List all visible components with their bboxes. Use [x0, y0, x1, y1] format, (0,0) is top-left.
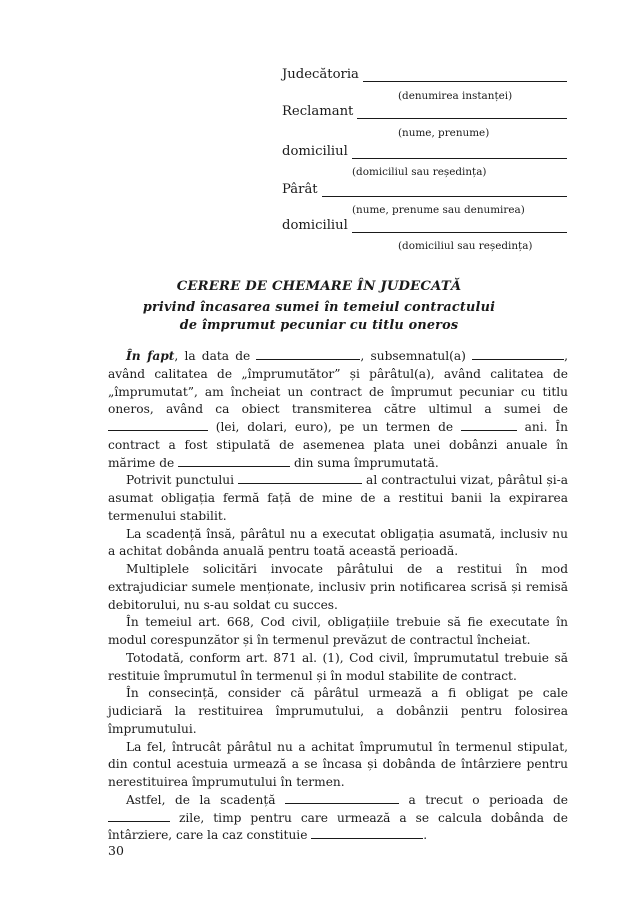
- text-run: zile, timp pentru care urmează a se calcula dobânda de întârziere, care la caz constituie: [108, 810, 568, 843]
- paragraph-late-interest: La fel, întrucât pârâtul nu a achitat împrumutul în termenul stipulat, din contul acestuia urmează a se încasa și dobânda de întârziere pentru nerestituirea împrumutului în termen.: [108, 739, 568, 789]
- court-label: Judecătoria: [282, 67, 359, 82]
- defendant-hint: (nume, prenume sau denumirea): [352, 204, 525, 216]
- document-body: [108, 348, 568, 845]
- page-number: 30: [108, 843, 124, 858]
- paragraph-requests: Multiplele solicitări invocate pârâtului de a restitui în mod extrajudiciar sumele menționate, inclusiv prin notificarea scrisă și remisă debitorului, nu s-au soldat cu succes.: [108, 562, 568, 612]
- text-run: .: [423, 828, 428, 843]
- text-run: (lei, dolari, euro), pe un termen de: [208, 420, 461, 434]
- text-run: , subsemnatul(a): [360, 349, 473, 363]
- document-title: CERERE DE CHEMARE ÎN JUDECATĂ: [176, 279, 462, 294]
- defendant-domicile-label: domiciliul: [282, 218, 348, 233]
- sum-blank[interactable]: [108, 420, 208, 431]
- defendant-line[interactable]: [322, 184, 567, 197]
- plaintiff-hint: (nume, prenume): [398, 127, 490, 139]
- plaintiff-domicile-line[interactable]: [352, 146, 567, 159]
- paragraph-art-668: În temeiul art. 668, Cod civil, obligațiile trebuie să fie executate în modul corespunzător și în termenul prevăzut de contractul încheiat.: [108, 615, 568, 647]
- plaintiff-field: [282, 104, 567, 119]
- text-run: a trecut o perioada de: [398, 792, 568, 807]
- document-subtitle-1: privind încasarea sumei în temeiul contractului: [142, 300, 496, 315]
- plaintiff-domicile-field: [282, 144, 567, 159]
- term-blank[interactable]: [461, 420, 517, 431]
- paragraph-consequence: În consecință, consider că pârâtul urmează a fi obligat pe cale judiciară la restituirea împrumutului, a dobânzii pentru folosirea împrumutului.: [108, 686, 568, 736]
- late-interest-amount-blank[interactable]: [311, 828, 423, 839]
- text-run: ani. În contract a fost stipulată de asemenea plata unei dobânzi anuale în mărime de: [108, 420, 568, 470]
- lender-name-blank[interactable]: [472, 349, 564, 360]
- plaintiff-domicile-hint: (domiciliul sau reședința): [352, 166, 487, 178]
- date-blank[interactable]: [256, 349, 360, 360]
- paragraph-period: [108, 792, 568, 845]
- days-blank[interactable]: [108, 811, 170, 822]
- document-subtitle-2: de împrumut pecuniar cu titlu oneros: [179, 318, 459, 333]
- plaintiff-line[interactable]: [357, 106, 567, 119]
- paragraph-facts: [108, 348, 568, 472]
- court-hint: (denumirea instanței): [398, 90, 513, 102]
- court-field: [282, 67, 567, 82]
- defendant-domicile-line[interactable]: [352, 220, 567, 233]
- text-run: Astfel, de la scadență: [126, 792, 285, 807]
- plaintiff-label: Reclamant: [282, 104, 354, 119]
- text-run: , având calitatea de „împrumutător” și pârâtul(a), având calitatea de „împrumutat”, am încheiat un contract de împrumut pecuniar cu titlu oneros, având ca obiect transmiterea către ultimul a sumei de: [108, 349, 568, 417]
- paragraph-art-871: Totodată, conform art. 871 al. (1), Cod civil, împrumutatul trebuie să restituie împrumutul în termenul și în modul stabilite de contract.: [108, 650, 568, 683]
- text-run: , la data de: [174, 349, 257, 363]
- plaintiff-domicile-label: domiciliul: [282, 144, 348, 159]
- defendant-domicile-hint: (domiciliul sau reședința): [398, 240, 533, 252]
- text-run: al contractului vizat, pârâtul și-a asumat obligația fermă față de mine de a restitui banii la expirarea termenului stabilit.: [108, 473, 569, 523]
- defendant-label: Pârât: [282, 182, 318, 197]
- facts-lead: În fapt: [126, 349, 175, 363]
- contract-point-blank[interactable]: [238, 473, 362, 484]
- defendant-field: [282, 182, 567, 197]
- court-line[interactable]: [363, 69, 567, 82]
- paragraph-default: La scadență însă, pârâtul nu a executat obligația asumată, inclusiv nu a achitat dobânda anuală pentru toată această perioadă.: [108, 526, 568, 559]
- due-date-blank[interactable]: [285, 793, 399, 804]
- interest-blank[interactable]: [178, 456, 290, 467]
- paragraph-contract-point: [108, 472, 568, 525]
- text-run: Potrivit punctului: [126, 473, 239, 488]
- defendant-domicile-field: [282, 218, 567, 233]
- text-run: din suma împrumutată.: [290, 455, 439, 470]
